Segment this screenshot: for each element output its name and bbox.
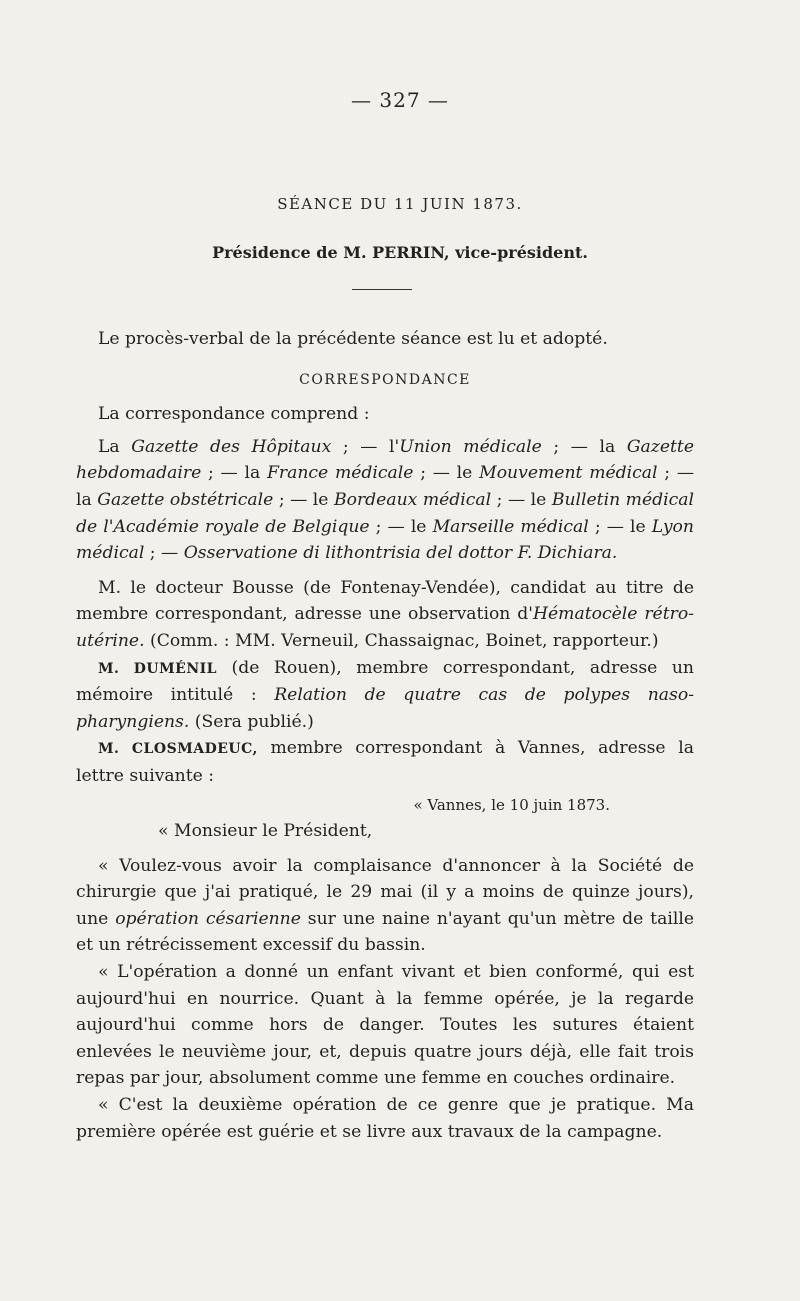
text-run: ; — la [541, 436, 627, 457]
journal-title: Osservatione di lithontrisia del dottor F. Dichiara. [183, 543, 618, 564]
journals-paragraph [76, 434, 694, 567]
journal-title: Union médicale [399, 436, 542, 457]
proces-verbal: Le procès-verbal de la précédente séance est lu et adopté. [98, 329, 608, 349]
text-run: ; — le [369, 516, 433, 537]
presidency-line: Présidence de M. PERRIN, vice-président. [212, 243, 588, 262]
text-run: La [98, 436, 132, 457]
journal-title: Marseille médical [432, 516, 589, 537]
text-run: membre correspondant à Vannes, adresse la lettre suivante : [76, 738, 694, 786]
emphasis: opération césarienne [115, 908, 301, 929]
session-title: SÉANCE DU 11 JUIN 1873. [277, 195, 523, 213]
letter-date: « Vannes, le 10 juin 1873. [413, 795, 610, 814]
separator-rule [352, 289, 412, 290]
text-run: ; — le [413, 463, 480, 484]
work-title: Hématocèle rétro-utérine. [76, 604, 694, 651]
text-run: (de Rouen), membre correspondant, adresse un mémoire intitulé : [76, 657, 695, 706]
journal-title: France médicale [266, 463, 414, 484]
journal-title: Mouvement médical [479, 463, 658, 484]
bousse-paragraph [76, 575, 694, 655]
closmadeuc-paragraph [76, 735, 694, 789]
journal-title: Gazette hebdomadaire [76, 436, 695, 484]
text-run: (Sera publié.) [189, 711, 314, 732]
work-title: Relation de quatre cas de polypes naso-pharyngiens. [76, 685, 694, 732]
text-run: sur une naine n'ayant qu'un mètre de taille et un rétrécissement excessif du bassin. [76, 908, 694, 956]
page-number: — 327 — [351, 88, 449, 112]
text-run: ; — la [201, 463, 267, 484]
journal-title: Gazette des Hôpitaux [131, 436, 332, 457]
letter-paragraph-1 [76, 853, 694, 959]
dumenil-paragraph [76, 655, 694, 736]
correspondance-heading: CORRESPONDANCE [299, 371, 471, 388]
journal-title: Bordeaux médical [333, 489, 492, 510]
member-name: M. CLOSMADEUC, [98, 741, 258, 758]
letter-paragraph-3: « C'est la deuxième opération de ce genre que je pratique. Ma première opérée est guérie et se livre aux travaux de la campagne. [76, 1095, 694, 1142]
text-run: ; — [144, 543, 184, 564]
text-run: ; — le [491, 489, 552, 510]
text-run: (Comm. : MM. Verneuil, Chassaignac, Boinet, rapporteur.) [144, 630, 659, 651]
journal-title: Lyon médical [76, 516, 694, 564]
journal-title: Gazette obstétricale [97, 489, 274, 510]
text-run: M. le docteur Bousse (de Fontenay-Vendée), candidat au titre de membre correspondant, adresse une observation d' [76, 577, 694, 625]
correspondance-intro: La correspondance comprend : [98, 404, 370, 425]
letter-salutation: « Monsieur le Président, [158, 821, 373, 842]
text-run: ; — la [76, 463, 695, 510]
text-run: ; — le [588, 516, 652, 537]
text-run: ; — l' [331, 436, 400, 457]
letter-paragraph-2: « L'opération a donné un enfant vivant et bien conformé, qui est aujourd'hui en nourrice. Quant à la femme opérée, je la regarde aujourd'hui comme hors de danger. Toutes les sutures étaient enlevées le neuvième jour, et, depuis quatre jours déjà, elle fait trois repas par jour, absolument comme une femme en couches ordinaire. [76, 962, 694, 1089]
member-name: M. DUMÉNIL [98, 660, 218, 677]
body-text [76, 326, 694, 1145]
journal-title: Bulletin médical de l'Académie royale de Belgique [76, 489, 694, 537]
text-run: ; — le [273, 489, 334, 510]
text-run: « Voulez-vous avoir la complaisance d'annoncer à la Société de chirurgie que j'ai pratiqué, le 29 mai (il y a moins de quinze jours), une [76, 855, 694, 929]
